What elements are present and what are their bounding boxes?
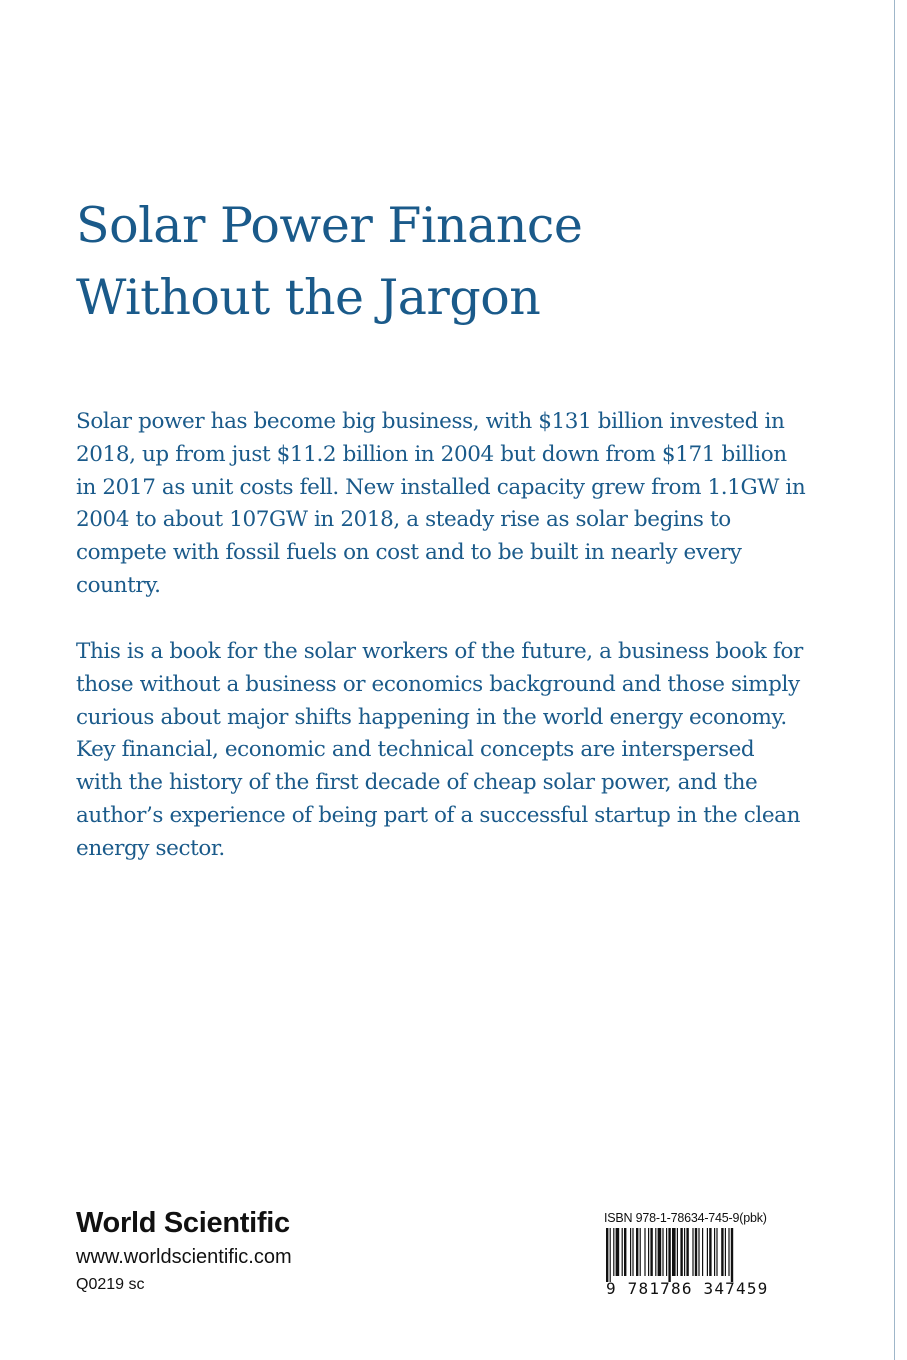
title-line-2: Without the Jargon [76,269,541,326]
barcode-bar [702,1228,703,1276]
publisher-url: www.worldscientific.com [76,1246,292,1268]
barcode-bar [698,1228,699,1276]
barcode-bar [632,1228,633,1276]
barcode-bar [613,1228,614,1276]
barcode-bar [716,1228,717,1276]
barcode-bar [680,1228,682,1276]
barcode-bar [728,1228,729,1276]
barcode-bar [692,1228,693,1276]
title-line-1: Solar Power Finance [76,197,583,254]
barcode-bar [668,1228,670,1282]
barcode-bar [622,1228,623,1276]
isbn-label: ISBN 978-1-78634-745-9(pbk) [604,1211,767,1225]
publisher-code: Q0219 sc [76,1276,145,1293]
barcode-bar [624,1228,626,1276]
barcode-bar [636,1228,638,1276]
book-title [76,190,582,334]
spine-edge-line [894,0,895,1360]
barcode-bar [666,1228,667,1276]
barcode-bar [672,1228,676,1276]
barcode-bar [731,1228,733,1282]
barcode-bar [677,1228,678,1276]
barcode-bar [684,1228,685,1276]
barcode-bar [650,1228,652,1276]
barcode-bar [721,1228,723,1276]
blurb-paragraph-2: This is a book for the solar workers of the future, a business book for those without a business or economics background and those simply curious about major shifts happening in the world energy economy. Key financial, economic and technical concepts are interspersed with the history of the first decade of cheap solar power, and the author’s experience of being part of a successful startup in the clean energy sector. [76,639,803,861]
barcode-bar [709,1228,711,1276]
barcode-bar [616,1228,620,1276]
barcode-bar [630,1228,631,1276]
barcode-bar [655,1228,656,1276]
barcode-bar [644,1228,645,1276]
barcode-bar [610,1228,611,1282]
publisher-name: World Scientific [76,1207,290,1239]
barcode-bar [658,1228,662,1276]
barcode-bar [640,1228,641,1276]
barcode-bar [662,1228,663,1276]
barcode-bar [725,1228,726,1276]
barcode-block [604,1210,784,1298]
barcode-digits: 9 781786 347459 [606,1279,769,1298]
barcode-bar [707,1228,708,1276]
barcode-bar [686,1228,688,1276]
barcode-bar [648,1228,649,1276]
barcode-bar [695,1228,697,1276]
barcode-bar [714,1228,715,1276]
publisher-block [76,1205,292,1297]
barcode-icon [604,1228,780,1282]
blurb-paragraph-1: Solar power has become big business, with $131 billion invested in 2018, up from just $11.2 billion in 2004 but down from $171 billion in 2017 as unit costs fell. New installed capacity grew from 1.1GW in 2004 to about 107GW in 2018, a steady rise as solar begins to compete with fossil fuels on cost and to be built in nearly every country. [76,409,806,598]
barcode-bar [606,1228,608,1282]
